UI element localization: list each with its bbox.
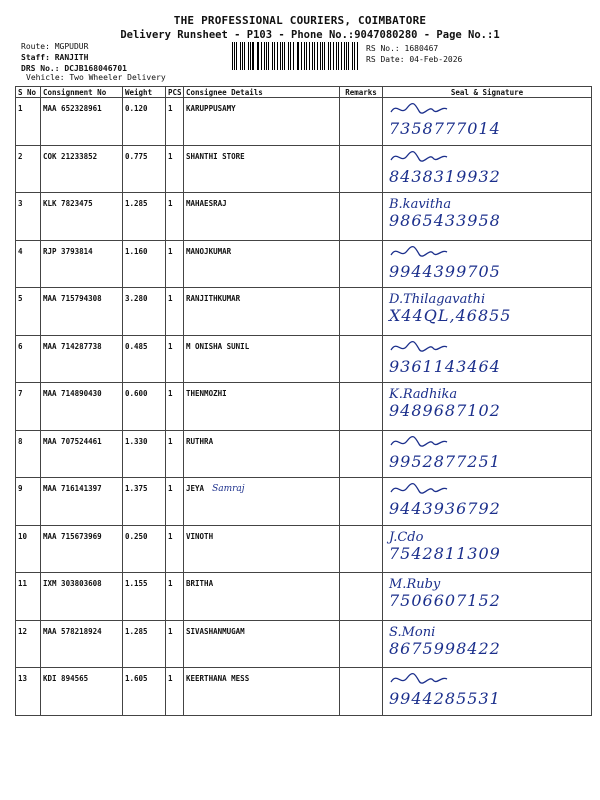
barcode-bar <box>344 42 345 70</box>
remarks-cell <box>340 146 383 193</box>
signature-cell <box>383 573 592 621</box>
consignee-details-text: VINOTH <box>186 532 214 541</box>
signature-phone: 9361143464 <box>389 357 501 376</box>
sno-cell-text: 13 <box>18 674 28 683</box>
signature-phone: 8675998422 <box>389 639 501 658</box>
sno-cell <box>16 668 41 716</box>
signature-name: D.Thilagavathi <box>389 292 486 307</box>
remarks-cell <box>340 383 383 431</box>
weight-cell-text: 1.285 <box>125 199 148 208</box>
weight-cell-text: 1.375 <box>125 484 148 493</box>
table-row <box>16 668 592 716</box>
staff-label: Staff: RANJITH <box>21 53 89 62</box>
vehicle-label: Vehicle: Two Wheeler Delivery <box>26 73 166 82</box>
consignee-details-text: RANJITHKUMAR <box>186 294 241 303</box>
pcs-cell <box>166 621 184 668</box>
weight-cell-text: 0.120 <box>125 104 148 113</box>
sno-cell-text: 12 <box>18 627 28 636</box>
weight-cell-text: 1.155 <box>125 579 148 588</box>
signature-cell <box>383 98 592 146</box>
consignment-number <box>41 98 123 146</box>
company-name: THE PROFESSIONAL COURIERS, COIMBATORE <box>173 14 427 27</box>
signature-phone: 7506607152 <box>389 591 501 610</box>
weight-cell-text: 0.485 <box>125 342 148 351</box>
pcs-cell <box>166 431 184 478</box>
weight-cell <box>123 193 166 241</box>
pcs-cell <box>166 241 184 288</box>
signature-cell <box>383 431 592 478</box>
pcs-cell-text: 1 <box>168 627 173 636</box>
remarks-cell <box>340 621 383 668</box>
weight-cell-text: 0.600 <box>125 389 148 398</box>
pcs-cell-text: 1 <box>168 579 173 588</box>
remarks-cell <box>340 193 383 241</box>
rs-info-block <box>366 43 462 65</box>
weight-cell <box>123 526 166 573</box>
consignee-details <box>184 383 340 431</box>
table-row <box>16 383 592 431</box>
barcode-bar <box>328 42 329 70</box>
weight-cell <box>123 621 166 668</box>
barcode-bar <box>290 42 291 70</box>
column-header: PCS <box>166 87 184 98</box>
signature-cell <box>383 668 592 716</box>
pcs-cell-text: 1 <box>168 484 173 493</box>
barcode-bar <box>240 42 241 70</box>
consignee-details-text: MAHAESRAJ <box>186 199 227 208</box>
handwritten-signature <box>389 387 592 419</box>
weight-cell <box>123 383 166 431</box>
consignment-number-text: MAA 714287738 <box>43 342 102 351</box>
sno-cell <box>16 383 41 431</box>
consignee-details-text: JEYA <box>186 484 205 493</box>
handwritten-signature <box>389 672 592 707</box>
weight-cell <box>123 146 166 193</box>
consignee-details <box>184 241 340 288</box>
consignee-details-text: KARUPPUSAMY <box>186 104 236 113</box>
barcode-bar <box>248 42 249 70</box>
signature-scribble <box>389 435 449 449</box>
sno-cell-text: 2 <box>18 152 23 161</box>
column-header: Consignment No <box>41 87 123 98</box>
signature-phone: 8438319932 <box>389 167 501 186</box>
pcs-cell-text: 1 <box>168 294 173 303</box>
signature-name: J.Cdo <box>389 530 424 545</box>
weight-cell-text: 1.285 <box>125 627 148 636</box>
consignment-number <box>41 336 123 383</box>
pcs-cell-text: 1 <box>168 532 173 541</box>
consignment-number-text: MAA 578218924 <box>43 627 102 636</box>
weight-cell <box>123 241 166 288</box>
sno-cell <box>16 193 41 241</box>
remarks-cell <box>340 336 383 383</box>
consignment-number-text: MAA 707524461 <box>43 437 102 446</box>
pcs-cell <box>166 98 184 146</box>
consignment-number <box>41 383 123 431</box>
weight-cell <box>123 336 166 383</box>
pcs-cell <box>166 383 184 431</box>
sno-cell-text: 7 <box>18 389 23 398</box>
signature-phone: 7542811309 <box>389 544 501 563</box>
barcode-bar <box>244 42 245 70</box>
sno-cell-text: 9 <box>18 484 23 493</box>
barcode-bar <box>320 42 321 70</box>
remarks-cell <box>340 431 383 478</box>
handwritten-signature <box>389 245 592 280</box>
signature-name: S.Moni <box>389 625 436 640</box>
signature-phone: 9489687102 <box>389 401 501 420</box>
weight-cell <box>123 288 166 336</box>
sno-cell <box>16 478 41 526</box>
signature-phone: 9944285531 <box>389 689 501 708</box>
runsheet-title: Delivery Runsheet - P103 - Phone No.:9047080280 - Page No.:1 <box>120 29 500 41</box>
table-row <box>16 98 592 146</box>
consignment-number <box>41 288 123 336</box>
consignee-details <box>184 526 340 573</box>
consignment-number <box>41 193 123 241</box>
consignee-details-text: SIVASHANMUGAM <box>186 627 245 636</box>
signature-phone: X44QL,46855 <box>389 306 512 325</box>
sno-cell <box>16 621 41 668</box>
signature-cell <box>383 146 592 193</box>
pcs-cell <box>166 146 184 193</box>
signature-phone: 9443936792 <box>389 499 501 518</box>
remarks-cell <box>340 241 383 288</box>
consignee-details <box>184 146 340 193</box>
pcs-cell <box>166 336 184 383</box>
consignment-number-text: RJP 3793814 <box>43 247 93 256</box>
consignment-number <box>41 621 123 668</box>
barcode-bar <box>330 42 331 70</box>
pcs-cell-text: 1 <box>168 152 173 161</box>
column-header: Seal & Signature <box>383 87 592 98</box>
consignment-number-text: MAA 716141397 <box>43 484 102 493</box>
sno-cell <box>16 98 41 146</box>
column-header: Weight <box>123 87 166 98</box>
sno-cell-text: 10 <box>18 532 28 541</box>
handwritten-signature <box>389 340 592 375</box>
consignment-number <box>41 146 123 193</box>
consignment-number-text: MAA 715794308 <box>43 294 102 303</box>
consignment-number <box>41 526 123 573</box>
consignment-number <box>41 573 123 621</box>
table-row <box>16 193 592 241</box>
consignee-details-text: M ONISHA SUNIL <box>186 342 250 351</box>
barcode-bar <box>261 42 262 70</box>
pcs-cell-text: 1 <box>168 199 173 208</box>
consignment-number <box>41 241 123 288</box>
table-row <box>16 621 592 668</box>
signature-phone: 9952877251 <box>389 452 501 471</box>
pcs-cell-text: 1 <box>168 389 173 398</box>
signature-cell <box>383 478 592 526</box>
weight-cell <box>123 478 166 526</box>
remarks-cell <box>340 668 383 716</box>
barcode-bar <box>232 42 233 70</box>
sno-cell-text: 1 <box>18 104 23 113</box>
signature-cell <box>383 193 592 241</box>
signature-name: M.Ruby <box>389 577 441 592</box>
column-header: Consignee Details <box>184 87 340 98</box>
weight-cell <box>123 573 166 621</box>
weight-cell-text: 1.330 <box>125 437 148 446</box>
handwritten-signature <box>389 577 592 609</box>
rs-number: RS No.: 1680467 <box>366 44 439 53</box>
column-header: Remarks <box>340 87 383 98</box>
route-label: Route: MGPUDUR <box>21 42 89 51</box>
pcs-cell <box>166 573 184 621</box>
remarks-cell <box>340 573 383 621</box>
table-row <box>16 336 592 383</box>
signature-name: K.Radhika <box>389 387 458 402</box>
consignment-number <box>41 478 123 526</box>
pcs-cell <box>166 526 184 573</box>
remarks-cell <box>340 288 383 336</box>
runsheet-table <box>15 86 592 716</box>
signature-phone: 9865433958 <box>389 211 501 230</box>
handwritten-signature <box>389 625 592 657</box>
table-row <box>16 288 592 336</box>
consignee-details <box>184 336 340 383</box>
remarks-cell <box>340 478 383 526</box>
handwritten-signature <box>389 482 592 517</box>
barcode-bar <box>252 42 253 70</box>
barcode-bar <box>293 42 294 70</box>
consignee-details <box>184 288 340 336</box>
consignment-number-text: COK 21233852 <box>43 152 98 161</box>
consignee-details <box>184 668 340 716</box>
handwritten-signature <box>389 150 592 185</box>
consignee-details <box>184 573 340 621</box>
sno-cell <box>16 526 41 573</box>
barcode-bar <box>272 42 273 70</box>
signature-name: B.kavitha <box>389 197 452 212</box>
drs-number: DRS No.: DCJB168046701 <box>21 64 127 73</box>
pcs-cell-text: 1 <box>168 247 173 256</box>
signature-cell <box>383 241 592 288</box>
pcs-cell-text: 1 <box>168 342 173 351</box>
signature-cell <box>383 336 592 383</box>
signature-phone: 9944399705 <box>389 262 501 281</box>
signature-scribble <box>389 340 449 354</box>
handwritten-signature <box>389 435 592 470</box>
pcs-cell <box>166 288 184 336</box>
signature-cell <box>383 383 592 431</box>
sno-cell <box>16 288 41 336</box>
consignee-details-text: KEERTHANA MESS <box>186 674 250 683</box>
sno-cell-text: 8 <box>18 437 23 446</box>
signature-scribble <box>389 150 449 164</box>
consignee-details-text: RUTHRA <box>186 437 214 446</box>
signature-scribble <box>389 672 449 686</box>
signature-scribble <box>389 245 449 259</box>
consignee-details-text: BRITHA <box>186 579 214 588</box>
handwritten-signature <box>389 197 592 229</box>
pcs-cell-text: 1 <box>168 674 173 683</box>
sno-cell-text: 11 <box>18 579 28 588</box>
sno-cell-text: 5 <box>18 294 23 303</box>
pcs-cell <box>166 668 184 716</box>
barcode-bar <box>306 42 307 70</box>
signature-cell <box>383 526 592 573</box>
consignee-details-text: MANOJKUMAR <box>186 247 232 256</box>
signature-scribble <box>389 482 449 496</box>
sno-cell <box>16 336 41 383</box>
table-row <box>16 573 592 621</box>
signature-scribble <box>389 102 449 116</box>
weight-cell-text: 1.605 <box>125 674 148 683</box>
barcode-image <box>232 42 360 70</box>
signature-phone: 7358777014 <box>389 119 501 138</box>
consignment-number <box>41 668 123 716</box>
barcode-bar <box>280 42 281 70</box>
pcs-cell-text: 1 <box>168 437 173 446</box>
pcs-cell <box>166 478 184 526</box>
signature-cell <box>383 621 592 668</box>
barcode-bar <box>336 42 337 70</box>
remarks-cell <box>340 98 383 146</box>
handwritten-note: Samraj <box>212 484 245 494</box>
sno-cell-text: 4 <box>18 247 23 256</box>
weight-cell <box>123 98 166 146</box>
sno-cell <box>16 146 41 193</box>
consignee-details <box>184 431 340 478</box>
consignment-number <box>41 431 123 478</box>
header-left-block <box>21 41 127 74</box>
consignment-number-text: KLK 7823475 <box>43 199 93 208</box>
barcode-bar <box>268 42 269 70</box>
weight-cell-text: 1.160 <box>125 247 148 256</box>
column-header: S No <box>16 87 41 98</box>
sno-cell <box>16 431 41 478</box>
weight-cell <box>123 431 166 478</box>
consignee-details <box>184 98 340 146</box>
table-header-row <box>16 87 592 98</box>
consignee-details <box>184 478 340 526</box>
weight-cell-text: 0.775 <box>125 152 148 161</box>
rs-date: RS Date: 04-Feb-2026 <box>366 55 463 64</box>
handwritten-signature <box>389 530 592 562</box>
table-row <box>16 431 592 478</box>
handwritten-signature <box>389 292 592 324</box>
table-row <box>16 146 592 193</box>
barcode-bar <box>312 42 313 70</box>
pcs-cell <box>166 193 184 241</box>
barcode-bar <box>348 42 349 70</box>
consignee-details <box>184 621 340 668</box>
consignment-number-text: MAA 652328961 <box>43 104 102 113</box>
handwritten-signature <box>389 102 592 137</box>
weight-cell <box>123 668 166 716</box>
weight-cell-text: 0.250 <box>125 532 148 541</box>
remarks-cell <box>340 526 383 573</box>
barcode-bar <box>304 42 305 70</box>
consignee-details-text: SHANTHI STORE <box>186 152 245 161</box>
consignment-number-text: MAA 715673969 <box>43 532 102 541</box>
weight-cell-text: 3.280 <box>125 294 148 303</box>
barcode-bar <box>284 42 285 70</box>
barcode-bar <box>354 42 355 70</box>
sno-cell-text: 6 <box>18 342 23 351</box>
consignment-number-text: IXM 303803608 <box>43 579 102 588</box>
consignment-number-text: KDI 894565 <box>43 674 89 683</box>
table-row <box>16 526 592 573</box>
sno-cell <box>16 241 41 288</box>
pcs-cell-text: 1 <box>168 104 173 113</box>
signature-cell <box>383 288 592 336</box>
table-row <box>16 241 592 288</box>
consignee-details-text: THENMOZHI <box>186 389 227 398</box>
table-row <box>16 478 592 526</box>
sno-cell-text: 3 <box>18 199 23 208</box>
consignee-details <box>184 193 340 241</box>
sno-cell <box>16 573 41 621</box>
consignment-number-text: MAA 714890430 <box>43 389 102 398</box>
